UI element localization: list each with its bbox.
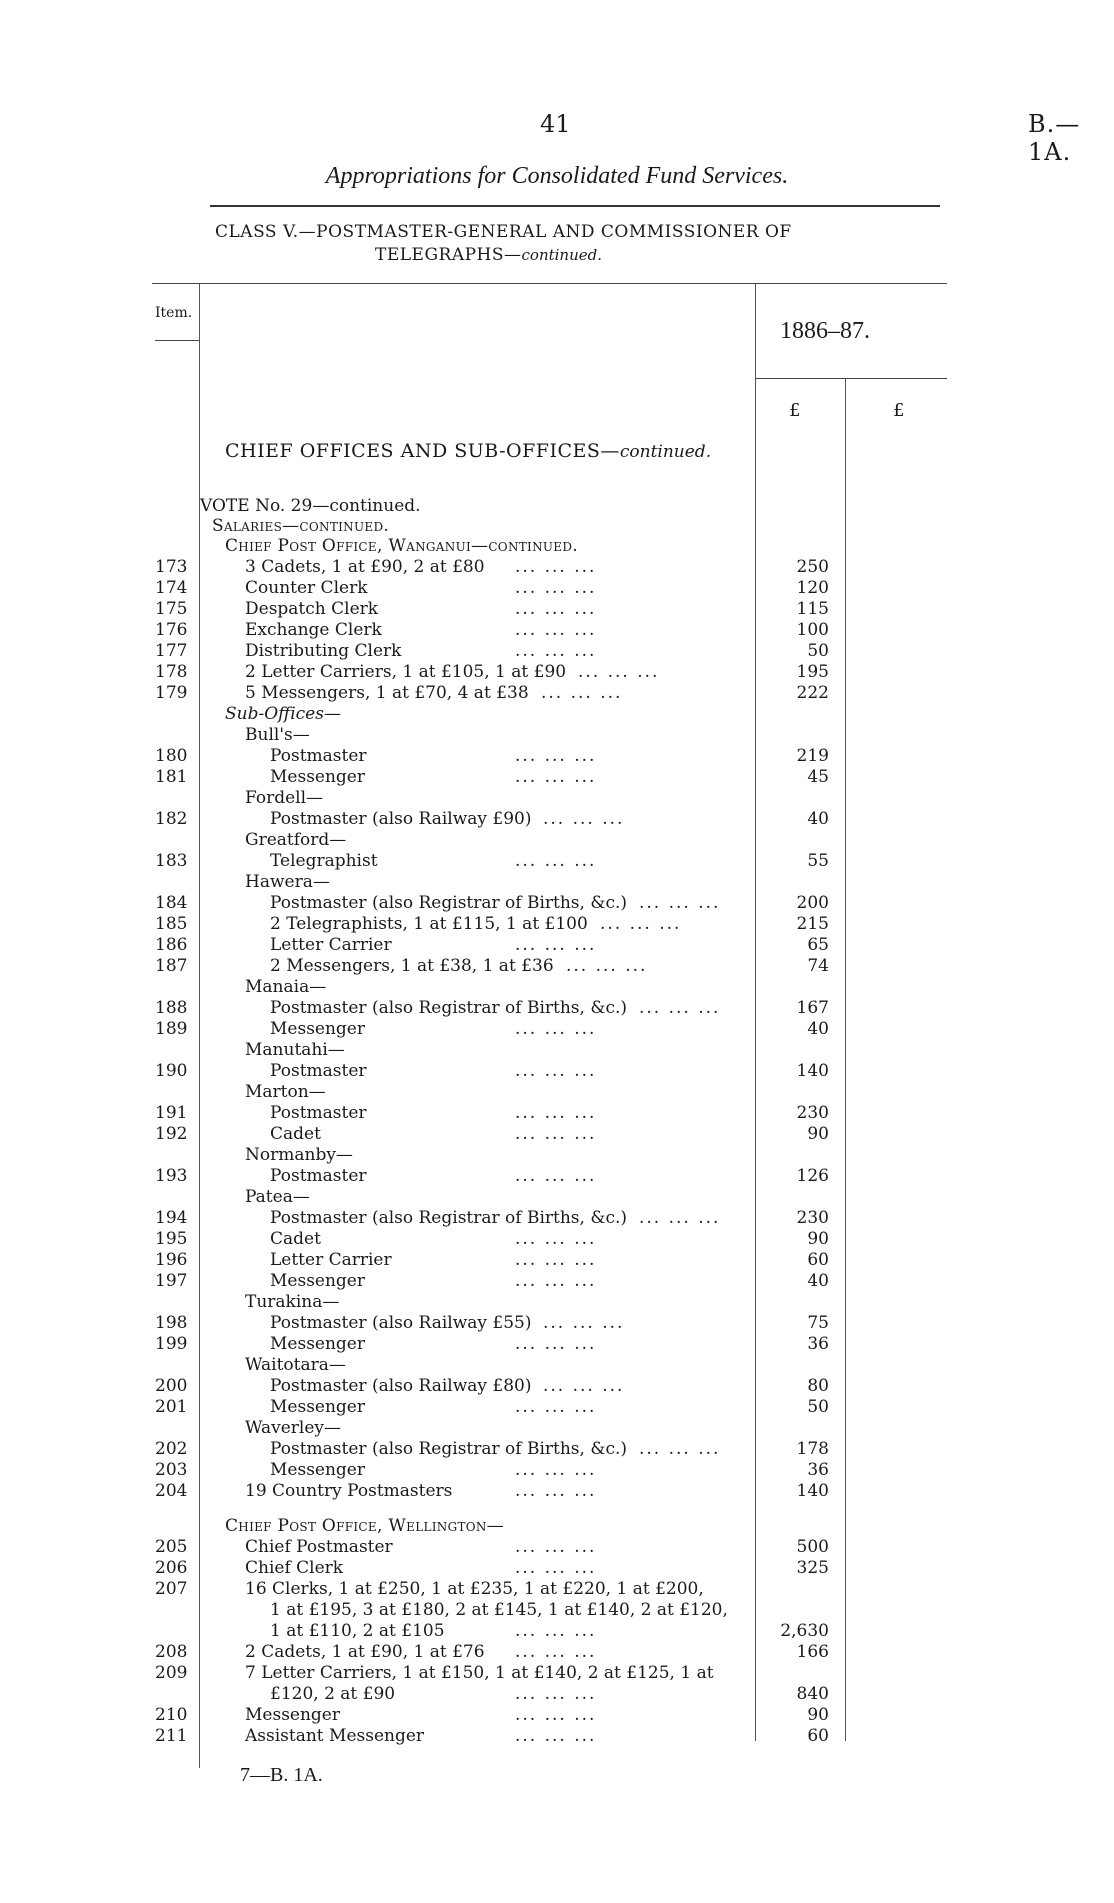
item-description: Chief Postmaster [245,1537,393,1557]
item-number: 199 [155,1334,188,1354]
leader-dots: ... ... ... [515,1558,597,1578]
item-description: Distributing Clerk [245,641,402,661]
footer-reference: 7—B. 1A. [240,1764,323,1786]
item-number: 180 [155,746,188,766]
item-number: 189 [155,1019,188,1039]
page-title: Appropriations for Consolidated Fund Services. [325,163,789,189]
leader-dots: ... ... ... [515,1481,597,1501]
leader-dots: ... ... ... [515,1642,597,1662]
item-description: Greatford— [245,830,347,850]
item-description: Messenger [270,1271,365,1291]
item-amount: 250 [796,557,829,577]
item-amount: 74 [807,956,829,976]
leader-dots: ... ... ... [543,809,625,829]
table-row [0,641,1114,662]
table-row [0,1334,1114,1355]
item-number: 205 [155,1537,188,1557]
item-amount: 80 [807,1376,829,1396]
item-description: 5 Messengers, 1 at £70, 4 at £38 [245,683,529,703]
item-number: 174 [155,578,188,598]
item-description: 2 Letter Carriers, 1 at £105, 1 at £90 [245,662,567,682]
item-description: Postmaster (also Railway £55) [270,1313,532,1333]
leader-dots: ... ... ... [515,641,597,661]
table-row [0,998,1114,1019]
leader-dots: ... ... ... [515,1621,597,1641]
item-amount: 90 [807,1124,829,1144]
item-description: 16 Clerks, 1 at £250, 1 at £235, 1 at £220, 1 at £200, [245,1579,704,1599]
item-number: 177 [155,641,188,661]
item-amount: 178 [796,1439,829,1459]
table-row [0,1663,1114,1684]
leader-dots: ... ... ... [543,1313,625,1333]
pound-header-1: £ [789,400,801,421]
item-description: Despatch Clerk [245,599,379,619]
leader-dots: ... ... ... [515,1334,597,1354]
item-description: Messenger [270,1397,365,1417]
document-reference: B.—1A. [1028,110,1081,166]
item-amount: 40 [807,809,829,829]
leader-dots: ... ... ... [515,1460,597,1480]
item-description: Letter Carrier [270,1250,392,1270]
item-number: 207 [155,1579,188,1599]
item-number: 179 [155,683,188,703]
item-amount: 230 [796,1103,829,1123]
item-description: Turakina— [245,1292,340,1312]
leader-dots: ... ... ... [515,1537,597,1557]
leader-dots: ... ... ... [639,1439,721,1459]
item-description: Chief Post Office, Wellington— [225,1516,505,1536]
table-row [0,516,1114,537]
item-column-header: Item. [155,305,193,321]
item-description: Postmaster [270,746,367,766]
item-number: 188 [155,998,188,1018]
table-row [0,1537,1114,1558]
leader-dots: ... ... ... [541,683,623,703]
table-row [0,914,1114,935]
item-description: Counter Clerk [245,578,368,598]
item-description: Sub-Offices— [225,704,341,724]
table-row [0,851,1114,872]
table-row [0,725,1114,746]
item-number: 176 [155,620,188,640]
item-amount: 2,630 [780,1621,829,1641]
table-row [0,1558,1114,1579]
table-row [0,872,1114,893]
table-row [0,620,1114,641]
item-number: 196 [155,1250,188,1270]
item-amount: 100 [796,620,829,640]
item-number: 186 [155,935,188,955]
table-row [0,1684,1114,1705]
leader-dots: ... ... ... [566,956,648,976]
table-top-rule [152,283,947,284]
item-number: 182 [155,809,188,829]
leader-dots: ... ... ... [515,1726,597,1746]
item-amount: 219 [796,746,829,766]
table-row [0,956,1114,977]
item-number: 202 [155,1439,188,1459]
item-amount: 90 [807,1229,829,1249]
table-row [0,788,1114,809]
item-amount: 230 [796,1208,829,1228]
item-amount: 65 [807,935,829,955]
table-row [0,1376,1114,1397]
leader-dots: ... ... ... [515,557,597,577]
item-number: 203 [155,1460,188,1480]
table-row [0,977,1114,998]
leader-dots: ... ... ... [515,1124,597,1144]
item-description: £120, 2 at £90 [270,1684,396,1704]
title-rule [210,205,940,207]
table-row [0,1166,1114,1187]
leader-dots: ... ... ... [515,1103,597,1123]
item-number: 211 [155,1726,188,1746]
leader-dots: ... ... ... [515,1705,597,1725]
item-description: Fordell— [245,788,324,808]
table-row [0,1355,1114,1376]
table-row [0,557,1114,578]
item-description: Chief Post Office, Wanganui—continued. [225,536,578,556]
item-amount: 195 [796,662,829,682]
item-number: 178 [155,662,188,682]
item-amount: 36 [807,1460,829,1480]
item-description: Postmaster (also Registrar of Births, &c.) [270,1439,628,1459]
leader-dots: ... ... ... [639,998,721,1018]
item-amount: 120 [796,578,829,598]
table-row [0,1082,1114,1103]
leader-dots: ... ... ... [515,767,597,787]
table-row [0,662,1114,683]
item-number: 197 [155,1271,188,1291]
item-description: 2 Cadets, 1 at £90, 1 at £76 [245,1642,485,1662]
leader-dots: ... ... ... [515,578,597,598]
leader-dots: ... ... ... [639,1208,721,1228]
item-description: Postmaster (also Registrar of Births, &c.) [270,998,628,1018]
table-row [0,830,1114,851]
table-row [0,809,1114,830]
item-number: 206 [155,1558,188,1578]
item-amount: 60 [807,1250,829,1270]
item-description: Normanby— [245,1145,353,1165]
table-row [0,1271,1114,1292]
item-number: 209 [155,1663,188,1683]
table-row [0,1187,1114,1208]
table-row [0,1418,1114,1439]
item-description: 2 Telegraphists, 1 at £115, 1 at £100 [270,914,588,934]
table-row [0,578,1114,599]
table-row [0,1292,1114,1313]
leader-dots: ... ... ... [515,1229,597,1249]
item-number: 200 [155,1376,188,1396]
item-amount: 840 [796,1684,829,1704]
class-heading-line2: TELEGRAPHS—continued. [375,245,603,265]
item-number: 175 [155,599,188,619]
item-description: 1 at £195, 3 at £180, 2 at £145, 1 at £140, 2 at £120, [270,1600,728,1620]
leader-dots: ... ... ... [600,914,682,934]
item-description: Waitotara— [245,1355,346,1375]
item-amount: 167 [796,998,829,1018]
item-header-rule [155,340,199,341]
item-description: Messenger [245,1705,340,1725]
item-description: Letter Carrier [270,935,392,955]
item-amount: 60 [807,1726,829,1746]
item-number: 187 [155,956,188,976]
leader-dots: ... ... ... [515,1271,597,1291]
item-description: Waverley— [245,1418,342,1438]
item-description: 1 at £110, 2 at £105 [270,1621,445,1641]
item-amount: 500 [796,1537,829,1557]
table-row [0,1726,1114,1747]
table-row [0,1061,1114,1082]
leader-dots: ... ... ... [515,851,597,871]
item-number: 201 [155,1397,188,1417]
table-row [0,1579,1114,1600]
item-description: Messenger [270,1460,365,1480]
item-number: 191 [155,1103,188,1123]
table-row [0,704,1114,725]
table-row [0,1460,1114,1481]
item-number: 183 [155,851,188,871]
item-description: Cadet [270,1229,321,1249]
item-description: Manaia— [245,977,327,997]
table-row [0,935,1114,956]
item-description: Patea— [245,1187,310,1207]
table-row [0,683,1114,704]
table-row [0,1124,1114,1145]
table-row [0,1145,1114,1166]
leader-dots: ... ... ... [515,1166,597,1186]
leader-dots: ... ... ... [578,662,660,682]
year-header-rule [755,378,947,379]
item-number: 194 [155,1208,188,1228]
table-row [0,1705,1114,1726]
table-row [0,1229,1114,1250]
item-number: 192 [155,1124,188,1144]
table-row [0,1208,1114,1229]
item-description: Assistant Messenger [245,1726,425,1746]
leader-dots: ... ... ... [543,1376,625,1396]
table-row [0,1250,1114,1271]
item-description: Postmaster (also Registrar of Births, &c.) [270,893,628,913]
item-description: Postmaster [270,1061,367,1081]
item-number: 184 [155,893,188,913]
table-row [0,767,1114,788]
item-amount: 115 [796,599,829,619]
item-amount: 200 [796,893,829,913]
table-row [0,1600,1114,1621]
item-description: 3 Cadets, 1 at £90, 2 at £80 [245,557,485,577]
item-description: 7 Letter Carriers, 1 at £150, 1 at £140, 2 at £125, 1 at [245,1663,714,1683]
item-description: Cadet [270,1124,321,1144]
item-description: Postmaster [270,1166,367,1186]
table-row [0,1621,1114,1642]
item-number: 173 [155,557,188,577]
item-description: Exchange Clerk [245,620,382,640]
item-number: 208 [155,1642,188,1662]
item-amount: 36 [807,1334,829,1354]
table-row [0,893,1114,914]
table-row [0,536,1114,557]
section-heading: CHIEF OFFICES AND SUB-OFFICES—continued. [225,440,712,462]
leader-dots: ... ... ... [515,1684,597,1704]
item-amount: 50 [807,641,829,661]
item-amount: 40 [807,1019,829,1039]
table-row [0,1313,1114,1334]
leader-dots: ... ... ... [515,746,597,766]
table-row [0,746,1114,767]
item-description: Manutahi— [245,1040,345,1060]
item-number: 198 [155,1313,188,1333]
item-number: 181 [155,767,188,787]
year-header: 1886–87. [780,318,870,344]
item-number: 195 [155,1229,188,1249]
item-description: Messenger [270,767,365,787]
item-number: 190 [155,1061,188,1081]
item-number: 204 [155,1481,188,1501]
item-description: Postmaster (also Railway £80) [270,1376,532,1396]
item-description: Postmaster (also Registrar of Births, &c.) [270,1208,628,1228]
item-amount: 126 [796,1166,829,1186]
leader-dots: ... ... ... [515,935,597,955]
item-number: 185 [155,914,188,934]
leader-dots: ... ... ... [515,1250,597,1270]
item-description: Salaries—continued. [212,516,390,536]
item-description: Marton— [245,1082,326,1102]
item-amount: 45 [807,767,829,787]
leader-dots: ... ... ... [639,893,721,913]
item-amount: 55 [807,851,829,871]
table-row [0,1439,1114,1460]
item-description: Telegraphist [270,851,378,871]
leader-dots: ... ... ... [515,599,597,619]
item-amount: 166 [796,1642,829,1662]
table-row [0,1516,1114,1537]
table-row [0,1642,1114,1663]
item-amount: 325 [796,1558,829,1578]
item-amount: 75 [807,1313,829,1333]
item-description: Postmaster (also Railway £90) [270,809,532,829]
table-row [0,1481,1114,1502]
leader-dots: ... ... ... [515,1019,597,1039]
table-row [0,1397,1114,1418]
leader-dots: ... ... ... [515,1397,597,1417]
item-number: 193 [155,1166,188,1186]
item-amount: 40 [807,1271,829,1291]
item-description: VOTE No. 29—continued. [200,496,421,516]
table-row [0,1019,1114,1040]
table-row [0,496,1114,517]
item-amount: 140 [796,1061,829,1081]
item-description: 19 Country Postmasters [245,1481,453,1501]
item-amount: 215 [796,914,829,934]
item-amount: 90 [807,1705,829,1725]
item-amount: 140 [796,1481,829,1501]
item-description: 2 Messengers, 1 at £38, 1 at £36 [270,956,554,976]
table-row [0,1040,1114,1061]
item-description: Hawera— [245,872,330,892]
table-row [0,599,1114,620]
item-number: 210 [155,1705,188,1725]
item-description: Messenger [270,1019,365,1039]
item-amount: 222 [796,683,829,703]
item-amount: 50 [807,1397,829,1417]
class-heading-line1: CLASS V.—POSTMASTER-GENERAL AND COMMISSIONER OF [215,222,792,242]
leader-dots: ... ... ... [515,1061,597,1081]
leader-dots: ... ... ... [515,620,597,640]
item-description: Chief Clerk [245,1558,344,1578]
pound-header-2: £ [893,400,905,421]
table-row [0,1103,1114,1124]
item-description: Messenger [270,1334,365,1354]
item-description: Bull's— [245,725,310,745]
page-number: 41 [540,110,571,138]
item-description: Postmaster [270,1103,367,1123]
